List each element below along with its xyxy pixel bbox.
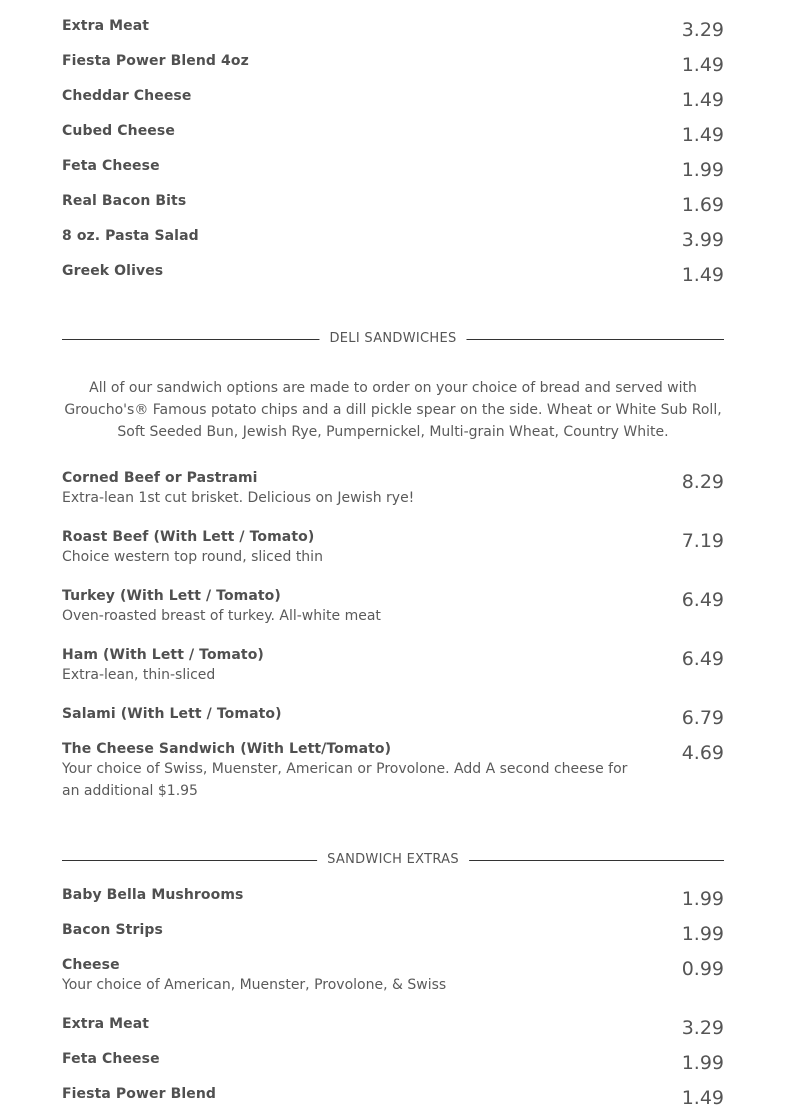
item-price: 1.49: [681, 89, 724, 111]
item-name: Cheddar Cheese: [62, 88, 192, 104]
item-name: Corned Beef or Pastrami: [62, 470, 258, 486]
item-name: Extra Meat: [62, 1016, 150, 1032]
item-price: 1.99: [681, 923, 724, 945]
menu-item: [62, 1050, 724, 1085]
menu-item: [62, 587, 724, 646]
section-intro: All of our sandwich options are made to order on your choice of bread and served with Groucho's® Famous potato chips and a dill pickle spear on the side. Wheat or White Sub Roll, Soft Seeded Bun, Jewish Rye, Pumpernickel, Multi-grain Wheat, Country White.: [64, 380, 722, 440]
item-price: 1.49: [681, 264, 724, 286]
item-name: Cheese: [62, 957, 120, 973]
menu-item: [62, 1015, 724, 1050]
item-description: Oven-roasted breast of turkey. All-white meat: [62, 608, 381, 624]
menu-item: [62, 886, 724, 921]
section-header-extras: [62, 852, 724, 868]
menu-item: [62, 52, 724, 87]
menu-item: [62, 705, 724, 740]
item-name: Feta Cheese: [62, 158, 160, 174]
menu-item: [62, 1085, 724, 1120]
menu-item: [62, 740, 724, 822]
item-price: 3.99: [681, 229, 724, 251]
item-price: 8.29: [681, 471, 724, 493]
item-name: Real Bacon Bits: [62, 193, 187, 209]
menu-item: [62, 646, 724, 705]
menu-item: [62, 157, 724, 192]
item-name: Roast Beef (With Lett / Tomato): [62, 529, 315, 545]
item-price: 3.29: [681, 1017, 724, 1039]
item-name: Bacon Strips: [62, 922, 163, 938]
item-price: 1.99: [681, 159, 724, 181]
menu-item: [62, 528, 724, 587]
menu-item: [62, 227, 724, 262]
item-price: 6.49: [681, 648, 724, 670]
menu-item: [62, 921, 724, 956]
item-description: Your choice of Swiss, Muenster, American or Provolone. Add A second cheese for an additional $1.95: [62, 761, 628, 799]
item-price: 1.69: [681, 194, 724, 216]
menu-content: [62, 0, 724, 1120]
item-price: 4.69: [681, 742, 724, 764]
item-name: 8 oz. Pasta Salad: [62, 228, 199, 244]
item-price: 6.79: [681, 707, 724, 729]
menu-item: [62, 469, 724, 528]
item-name: Fiesta Power Blend: [62, 1086, 217, 1102]
item-name: The Cheese Sandwich (With Lett/Tomato): [62, 741, 392, 757]
menu-item: [62, 956, 724, 1015]
item-name: Ham (With Lett / Tomato): [62, 647, 264, 663]
item-description: Extra-lean, thin-sliced: [62, 667, 216, 683]
menu-item: [62, 192, 724, 227]
menu-item: [62, 87, 724, 122]
item-price: 1.49: [681, 124, 724, 146]
item-price: 7.19: [681, 530, 724, 552]
item-name: Feta Cheese: [62, 1051, 160, 1067]
item-price: 1.49: [681, 1087, 724, 1109]
section-header-deli: [62, 331, 724, 347]
item-price: 6.49: [681, 589, 724, 611]
item-description: Choice western top round, sliced thin: [62, 549, 323, 565]
item-name: Salami (With Lett / Tomato): [62, 706, 282, 722]
item-price: 0.99: [681, 958, 724, 980]
item-name: Cubed Cheese: [62, 123, 175, 139]
item-price: 1.99: [681, 888, 724, 910]
extras-item-list: [62, 886, 724, 1120]
item-description: Extra-lean 1st cut brisket. Delicious on Jewish rye!: [62, 490, 415, 506]
top-item-list: [62, 0, 724, 297]
deli-item-list: [62, 469, 724, 822]
item-name: Fiesta Power Blend 4oz: [62, 53, 249, 69]
item-name: Extra Meat: [62, 18, 150, 34]
menu-item: [62, 122, 724, 157]
menu-item: [62, 17, 724, 52]
menu-item: [62, 262, 724, 297]
item-price: 3.29: [681, 19, 724, 41]
item-price: 1.49: [681, 54, 724, 76]
item-price: 1.99: [681, 1052, 724, 1074]
item-name: Turkey (With Lett / Tomato): [62, 588, 281, 604]
item-name: Greek Olives: [62, 263, 164, 279]
item-description: Your choice of American, Muenster, Provolone, & Swiss: [62, 977, 447, 993]
section-title: SANDWICH EXTRAS: [317, 852, 469, 868]
section-title: DELI SANDWICHES: [319, 331, 466, 347]
item-name: Baby Bella Mushrooms: [62, 887, 244, 903]
